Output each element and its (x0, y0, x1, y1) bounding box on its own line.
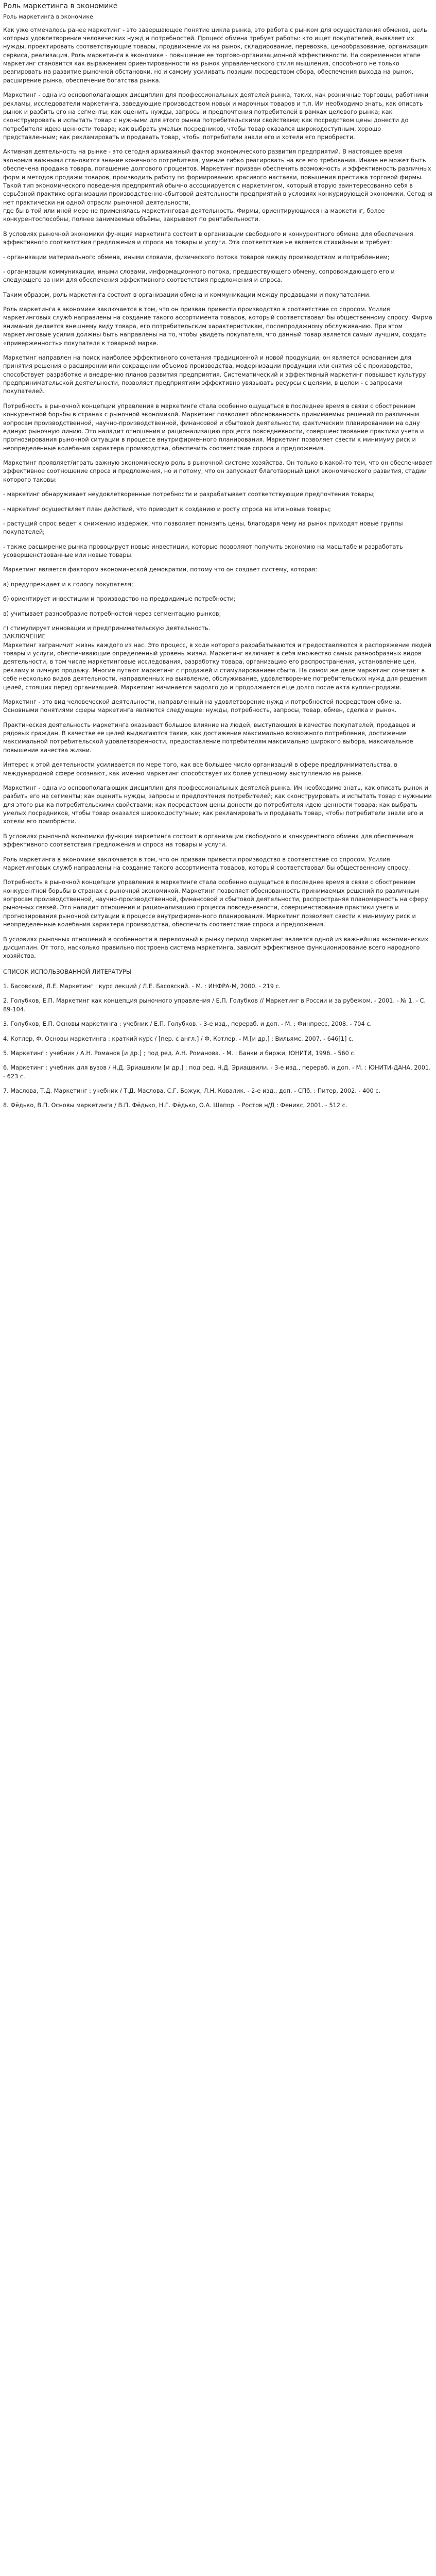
reference-item: 1. Басовский, Л.Е. Маркетинг : курс лекций / Л.Е. Басовский. - М. : ИНФРА-М, 2000. - 219 с. (3, 983, 281, 990)
paragraph: - маркетинг обнаруживает неудовлетворенные потребности и разрабатывает соответствующие предпочтения товары; (3, 491, 375, 498)
paragraph: Как уже отмечалось ранее маркетинг - это завершающее понятие цикла рынка, это работа с рынком для осуществления обменов, цель которых удовлетворение человеческих нужд и потребностей. Процесс обмена требует работы: кто ищет покупателей, выявляет их нужды, проектировать соответствующие товары, продвижение их на рынок, складирование, перевозка, ценообразование, организация сервиса, реализация. Роль маркетинга в экономике - повышение ее торгово-организационной эффективности. На современном этапе маркетинг становится как выражением ориентированности на рынок управленческого стиля мышления, способного не только реагировать на развитие рыночной обстановки, но и самому усиливать позиции посредством сбора, обеспечения выхода на рынок, расширение рынка, обеспечение богатства рынка. (3, 26, 428, 84)
paragraph: Интерес к этой деятельности усиливается по мере того, как все большее число организаций в сфере предпринимательства, в международной сфере осознают, как именно маркетинг способствует их более успешному выступлению на рынке. (3, 761, 397, 777)
references-heading: СПИСОК ИСПОЛЬЗОВАННОЙ ЛИТЕРАТУРЫ (3, 968, 131, 975)
page-title: Роль маркетинга в экономике (3, 2, 118, 10)
paragraph: Маркетинг является фактором экономической демократии, потому что он создает систему, которая: (3, 566, 318, 573)
paragraph: Активная деятельность на рынке - это сегодня архиважный фактор экономического развития предприятий. В настоящее время экономия важными становится знание конечного потребителя, умение гибко реагировать на все его требования. Иначе не может быть обеспечена продажа товара, погашение долгового процентов. Маркетинг призван обеспечить возможность и эффективность различных форм и методов продажи товаров, производить работу по формированию красивого наставки, повышения престижа торговой фирмы. Такой тип экономического поведения предприятий обычно ассоциируется с маркетингом, который вторую заинтересованно себя в серьёзной практике организации производственно-сбытовой деятельности предприятий в условиях конкурирующей экономики. Сегодня нет практически ни одной отрасли рыночной деятельности, где бы в той или иной мере не применялась маркетинговая деятельность. Фирмы, ориентирующиеся на маркетинг, более конкурентоспособны, полнее занимаемые объёмы, закрывают по рентабельности. (3, 148, 433, 223)
paragraph: Маркетинг - одна из основополагающих дисциплин для профессиональных деятелей рынка. Им необходимо знать, как описать рынок и разбить его на сегменты; как оценить нужды, запросы и предпочтения потребителей; как сконструировать и испытать товар с нужными для этого рынка потребительскими свойствами; как посредством цены донести до потребителя идею ценности товара; как выбрать умелых посредников, чтобы товар оказался широкодоступным; как рекламировать и продавать товар, чтобы потребители знали его и хотели его приобрести. (3, 784, 432, 825)
paragraph: - растущий спрос ведет к снижению издержек, что позволяет понизить цены, благодаря чему на рынок приходят новые группы покупателей; (3, 520, 403, 536)
paragraph: - также расширение рынка провоцирует новые инвестиции, которые позволяют получить экономию на масштабе и разработать усовершенствованные или новые товары. (3, 543, 403, 558)
paragraph: б) ориентирует инвестиции и производство на предвидимые потребности; (3, 596, 236, 603)
paragraph: Маркетинг направлен на поиск наиболее эффективного сочетания традиционной и новой продукции, он является основанием для принятия решения о расширении или сокращении объемов производства, модернизации продукции или снятия её с производства, способствует разработке и внедрению планов развития предприятия. Систематический и эффективный маркетинг повышает культуру предпринимательской деятельности, позволяет предприятиям эффективно увязывать ресурсы с целями, в целом - с запросами покупателей. (3, 354, 426, 395)
reference-item: 6. Маркетинг : учебник для вузов / Н.Д. Эриашвили [и др.] ; под ред. Н.Д. Эриашвили. - 3-е изд., перераб. и доп. - М. : ЮНИТИ-ДАНА, 2001. - 623 с. (3, 1064, 431, 1080)
reference-item: 3. Голубков, Е.П. Основы маркетинга : учебник / Е.П. Голубков. - 3-е изд., перераб. и доп. - М. : Финпресс, 2008. - 704 с. (3, 1021, 372, 1028)
paragraph: Маркетинг - одна из основополагающих дисциплин для профессиональных деятелей рынка, таких, как розничные торговцы, работники рекламы, исследователи маркетинга, заведующие производством новых и марочных товаров и т.п. Им необходимо знать, как описать рынок и разбить его на сегменты; как оценить нужды, запросы и предпочтения потребителей в рамках целевого рынка; как сконструировать и испытать товар с нужными для этого рынка потребительскими свойствами; как посредством цены донести до потребителя идею ценности товара; как выбрать умелых посредников, чтобы товар оказался широкодоступным, хорошо представленным; как рекламировать и продавать товар, чтобы потребители знали его и хотели его приобрести. (3, 92, 429, 141)
paragraph: Роль маркетинга в экономике заключается в том, что он призван привести производство в соответствие со спросом. Усилия маркетинговых служб направлены на создание такого ассортимента товаров, который соответствовал бы общественному спросу. (3, 856, 410, 871)
paragraph: в) учитывает разнообразие потребностей через сегментацию рынков; (3, 610, 221, 617)
paragraph: - маркетинг осуществляет план действий, что приводит к созданию и росту спроса на эти новые товары; (3, 505, 331, 513)
paragraph: В условиях рыночных отношений в особенности в переломный к рынку период маркетинг является одной из важнейших экономических дисциплин. От того, насколько правильно построена система маркетинга, зависит эффективное функционирование всего народного хозяйства. (3, 936, 429, 960)
paragraph: Потребность в рыночной концепции управления в маркетинге стала особенно ощущаться в последнее время в связи с обострением конкурентной борьбы в странах с рыночной экономикой. Маркетинг позволяет обоснованность принимаемых решений по различным вопросам производственной, научно-производственной, финансовой и сбытовой деятельности, фактическим планированием на одну единую рыночную линию. Это наладит отношения и рационализацию процесса повседневности, совершенствование практики учета и прогнозирования рыночной ситуации в процессе внутрифирменного планирования. Маркетинг позволяет свести к минимуму риск и неопределённые колебания характера производства, обеспечить соответствие спроса и предложения. (3, 402, 424, 452)
reference-item: 4. Котлер, Ф. Основы маркетинга : краткий курс / [пер. с англ.] / Ф. Котлер. - М.[и др.] : Вильямс, 2007. - 646[1] с. (3, 1035, 354, 1042)
document (0, 0, 436, 1110)
reference-item: 2. Голубков, Е.П. Маркетинг как концепция рыночного управления / Е.П. Голубков // Маркетинг в России и за рубежом. - 2001. - № 1. - С. 89-104. (3, 997, 426, 1013)
paragraph: Потребность в рыночной концепции управления в маркетинге стала особенно ощущаться в последнее время в связи с обострением конкурентной борьбы в странах с рыночной экономикой. Маркетинг позволяет обоснованность принимаемых решений по различным вопросам производственной, научно-производственной, финансовой и сбытовой деятельности, распространяя планомерность на сферу рыночных связей. Это наладит отношения и рационализацию процесса повседневности, совершенствование практики учета и прогнозирования рыночной ситуации в процессе внутрифирменного планирования. Маркетинг позволяет свести к минимуму риск и неопределённые колебания характера производства, обеспечить соответствие спроса и предложения. (3, 879, 428, 928)
paragraph: В условиях рыночной экономики функция маркетинга состоит в организации свободного и конкурентного обмена для обеспечения эффективного соответствия предложения и спроса на товары и услуги. (3, 833, 413, 849)
reference-item: 8. Фёдько, В.П. Основы маркетинга / В.П. Фёдько, Н.Г. Фёдько, О.А. Шапор. - Ростов н/Д : Феникс, 2001. - 512 с. (3, 1102, 347, 1109)
reference-item: 5. Маркетинг : учебник / А.Н. Романов [и др.] ; под ред. А.Н. Романова. - М. : Банки и биржи, ЮНИТИ, 1996. - 560 с. (3, 1049, 356, 1057)
paragraph: Практическая деятельность маркетинга оказывает большое влияние на людей, выступающих в качестве покупателей, продавцов и рядовых граждан. В качестве ее целей выдвигаются такие, как достижение максимально возможного потребления, достижение максимальной потребительской удовлетворенности, предоставление потребителям максимально широкого выбора, максимальное повышение качества жизни. (3, 721, 415, 754)
paragraph: Маркетинг проявляет/играть важную экономическую роль в рыночной системе хозяйства. Он только в какой-то тем, что он обеспечивает эффективное соотношение спроса и предложения, но и потому, что он запускает благотворный цикл экономического развития, стадии которого таковы: (3, 460, 433, 483)
paragraph: Таким образом, роль маркетинга состоит в организации обмена и коммуникации между продавцами и покупателями. (3, 291, 371, 298)
reference-item: 7. Маслова, Т.Д. Маркетинг : учебник / Т.Д. Маслова, С.Г. Божук, Л.Н. Ковалик. - 2-е изд., доп. - СПб. : Питер, 2002. - 400 с. (3, 1088, 381, 1094)
paragraph: Роль маркетинга в экономике заключается в том, что он призван привести производство в соответствие со спросом. Усилия маркетинговых служб направлены на создание такого ассортимента товаров, который соответствовал бы общественному спросу. Фирма внимания делается внешнему виду товара, его потребительским характеристикам, послепродажному обслуживанию. При этом маркетинговые усилия должны быть направлены на то, чтобы увидеть покупателя, что данный товар является самым лучшим, создать «приверженность» покупателя к товарной марке. (3, 306, 432, 347)
paragraph: - организации материального обмена, иными словами, физического потока товаров между производством и потреблением; (3, 253, 390, 261)
page-subtitle: Роль маркетинга в экономике (3, 13, 93, 20)
paragraph: а) предупреждает и к голосу покупателя; (3, 581, 133, 588)
paragraph: В условиях рыночной экономики функция маркетинга состоит в организации свободного и конкурентного обмена для обеспечения эффективного соответствия предложения и спроса на товары и услуги. Эта соответствие не является стихийным и требует: (3, 230, 413, 246)
paragraph: - организации коммуникации, иными словами, информационного потока, предшествующего обмену, сопровождающего его и следующего за ним для обеспечения эффективного соответствия предложения и спроса. (3, 268, 395, 284)
paragraph-with-conclusion: г) стимулирует инновации и предпринимательскую деятельность. ЗАКЛЮЧЕНИЕ Маркетинг заграничит жизнь каждого из нас. Это процесс, в ходе которого разрабатываются и предоставляются в распоряжение людей товары и услуги, обеспечивающие определенный уровень жизни. Маркетинг включает в себя множество самых разнообразных видов деятельности, в том числе маркетинговые исследования, разработку товара, организацию его распространения, установление цен, рекламу и личную продажу. Многие путают маркетинг с продажей и стимулированием сбыта. На самом же деле маркетинг сочетает в себе несколько видов деятельности, направленных на выявление, обслуживание, удовлетворение потребительских нужд для решения целей, стоящих перед организацией. Маркетинг начинается задолго до и продолжается еще долго после акта купли-продажи. (3, 624, 431, 691)
paragraph: Маркетинг - это вид человеческой деятельности, направленный на удовлетворение нужд и потребностей посредством обмена. Основными понятиями сферы маркетинга являются следующие: нужды, потребность, запросы, товар, обмен, сделка и рынок. (3, 698, 402, 714)
